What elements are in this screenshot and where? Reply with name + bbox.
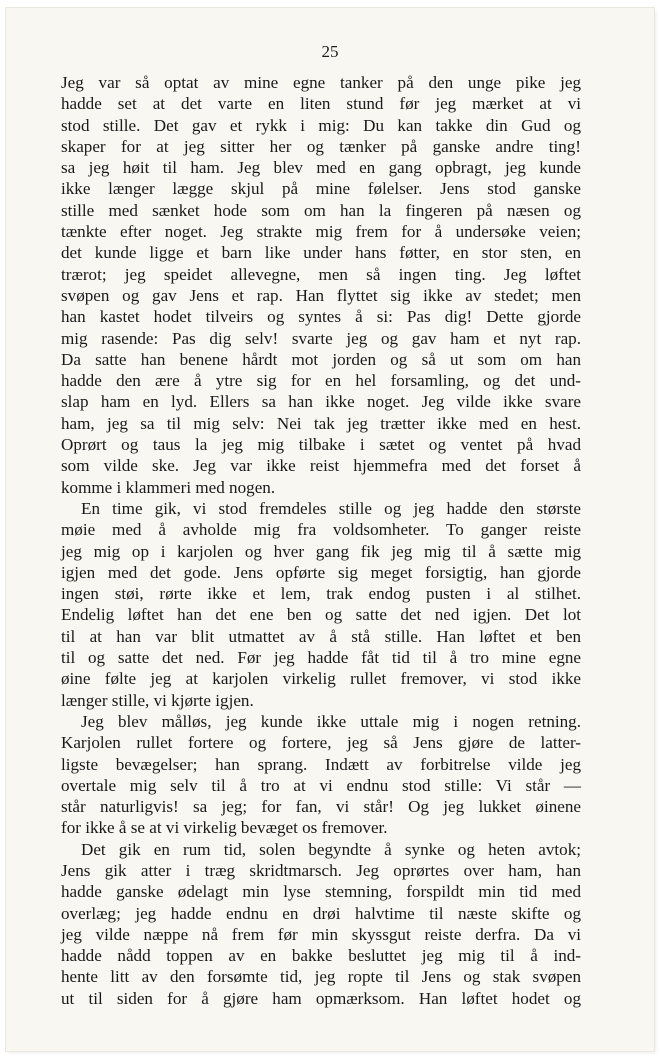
text-line: ikke længer lægge skjul på mine følelser. Jens stod ganske <box>61 179 581 199</box>
text-line: jeg vilde næppe nå frem før min skyssgut reiste derfra. Da vi <box>61 924 581 944</box>
text-line: stod stille. Det gav et rykk i mig: Du kan takke din Gud og <box>61 115 581 135</box>
text-line: for ikke å se at vi virkelig bevæget os fremover. <box>61 818 388 838</box>
paragraph <box>61 498 581 711</box>
body-text <box>61 72 581 1009</box>
text-line: Jeg blev målløs, jeg kunde ikke uttale mig i nogen retning. <box>81 711 581 731</box>
text-line: igjen med det gode. Jens opførte sig meget forsigtig, han gjorde <box>61 562 581 582</box>
text-line: hadde set at det varte en liten stund før jeg mærket at vi <box>61 94 581 114</box>
text-line: tænkte efter noget. Jeg strakte mig frem for å undersøke veien; <box>61 222 581 242</box>
text-line: ligste bevægelser; han sprang. Indætt av forbitrelse vilde jeg <box>61 754 581 774</box>
paragraph <box>61 711 581 839</box>
text-line: hadde ganske ødelagt min lyse stemning, forspildt min tid med <box>61 882 581 902</box>
text-line: til at han var blit utmattet av å stå stille. Han løftet et ben <box>61 626 581 646</box>
text-line: Da satte han benene hårdt mot jorden og så ut som om han <box>61 349 581 369</box>
text-line: Jens gik atter i træg skridtmarsch. Jeg oprørtes over ham, han <box>61 860 581 880</box>
text-line: skaper for at jeg sitter her og tænker på ganske andre ting! <box>61 136 581 156</box>
text-line: mig rasende: Pas dig selv! svarte jeg og gav ham et nyt rap. <box>61 328 581 348</box>
book-page <box>6 8 654 1051</box>
text-line: ut til siden for å gjøre ham opmærksom. Han løftet hodet og <box>61 988 581 1008</box>
page-number: 25 <box>321 42 339 61</box>
text-line: Karjolen rullet fortere og fortere, jeg så Jens gjøre de latter- <box>61 733 581 753</box>
paragraph <box>61 72 581 498</box>
text-line: det kunde ligge et barn like under hans føtter, en stor sten, en <box>61 243 581 263</box>
text-line: Endelig løftet han det ene ben og satte det ned igjen. Det lot <box>61 605 581 625</box>
text-line: Det gik en rum tid, solen begyndte å synke og heten avtok; <box>81 839 581 859</box>
text-line: hente litt av den forsømte tid, jeg ropte til Jens og stak svøpen <box>61 967 581 987</box>
text-line: jeg mig op i karjolen og hver gang fik jeg mig til å sætte mig <box>61 541 581 561</box>
text-line: ingen støi, rørte ikke et lem, trak endog pusten i al stilhet. <box>61 584 581 604</box>
text-line: stille med sænket hode som om han la fingeren på næsen og <box>61 200 581 220</box>
text-line: står naturligvis! sa jeg; for fan, vi står! Og jeg lukket øinene <box>61 797 581 817</box>
text-line: komme i klammeri med nogen. <box>61 477 276 497</box>
text-line: sa jeg høit til ham. Jeg blev med en gang opbragt, jeg kunde <box>61 158 581 178</box>
text-line: han kastet hodet tilveirs og syntes å si: Pas dig! Dette gjorde <box>61 307 581 327</box>
text-line: ham, jeg sa til mig selv: Nei tak jeg trætter ikke med en hest. <box>61 413 581 433</box>
text-line: overlæg; jeg hadde endnu en drøi halvtime til næste skifte og <box>61 903 581 923</box>
paragraph <box>61 839 581 1009</box>
text-line: Jeg var så optat av mine egne tanker på den unge pike jeg <box>61 73 581 92</box>
text-line: trærot; jeg speidet allevegne, men så ingen ting. Jeg løftet <box>61 264 581 284</box>
text-line: overtale mig selv til å tro at vi endnu stod stille: Vi står — <box>61 775 581 795</box>
text-line: længer stille, vi kjørte igjen. <box>61 690 254 710</box>
text-line: Oprørt og taus la jeg mig tilbake i sætet og ventet på hvad <box>61 435 581 455</box>
text-line: svøpen og gav Jens et rap. Han flyttet sig ikke av stedet; men <box>61 285 581 305</box>
text-line: slap ham en lyd. Ellers sa han ikke noget. Jeg vilde ikke svare <box>61 392 581 412</box>
text-line: En time gik, vi stod fremdeles stille og jeg hadde den største <box>81 498 581 518</box>
text-line: hadde den ære å ytre sig for en hel forsamling, og det und- <box>61 371 581 391</box>
text-line: hadde nådd toppen av en bakke besluttet jeg mig til å ind- <box>61 946 581 966</box>
text-line: som vilde ske. Jeg var ikke reist hjemmefra med det forset å <box>61 456 581 476</box>
text-line: møie med å avholde mig fra voldsomheter. To ganger reiste <box>61 520 581 540</box>
text-line: øine følte jeg at karjolen virkelig rullet fremover, vi stod ikke <box>61 669 581 689</box>
text-line: til og satte det ned. Før jeg hadde fåt tid til å tro mine egne <box>61 648 581 668</box>
